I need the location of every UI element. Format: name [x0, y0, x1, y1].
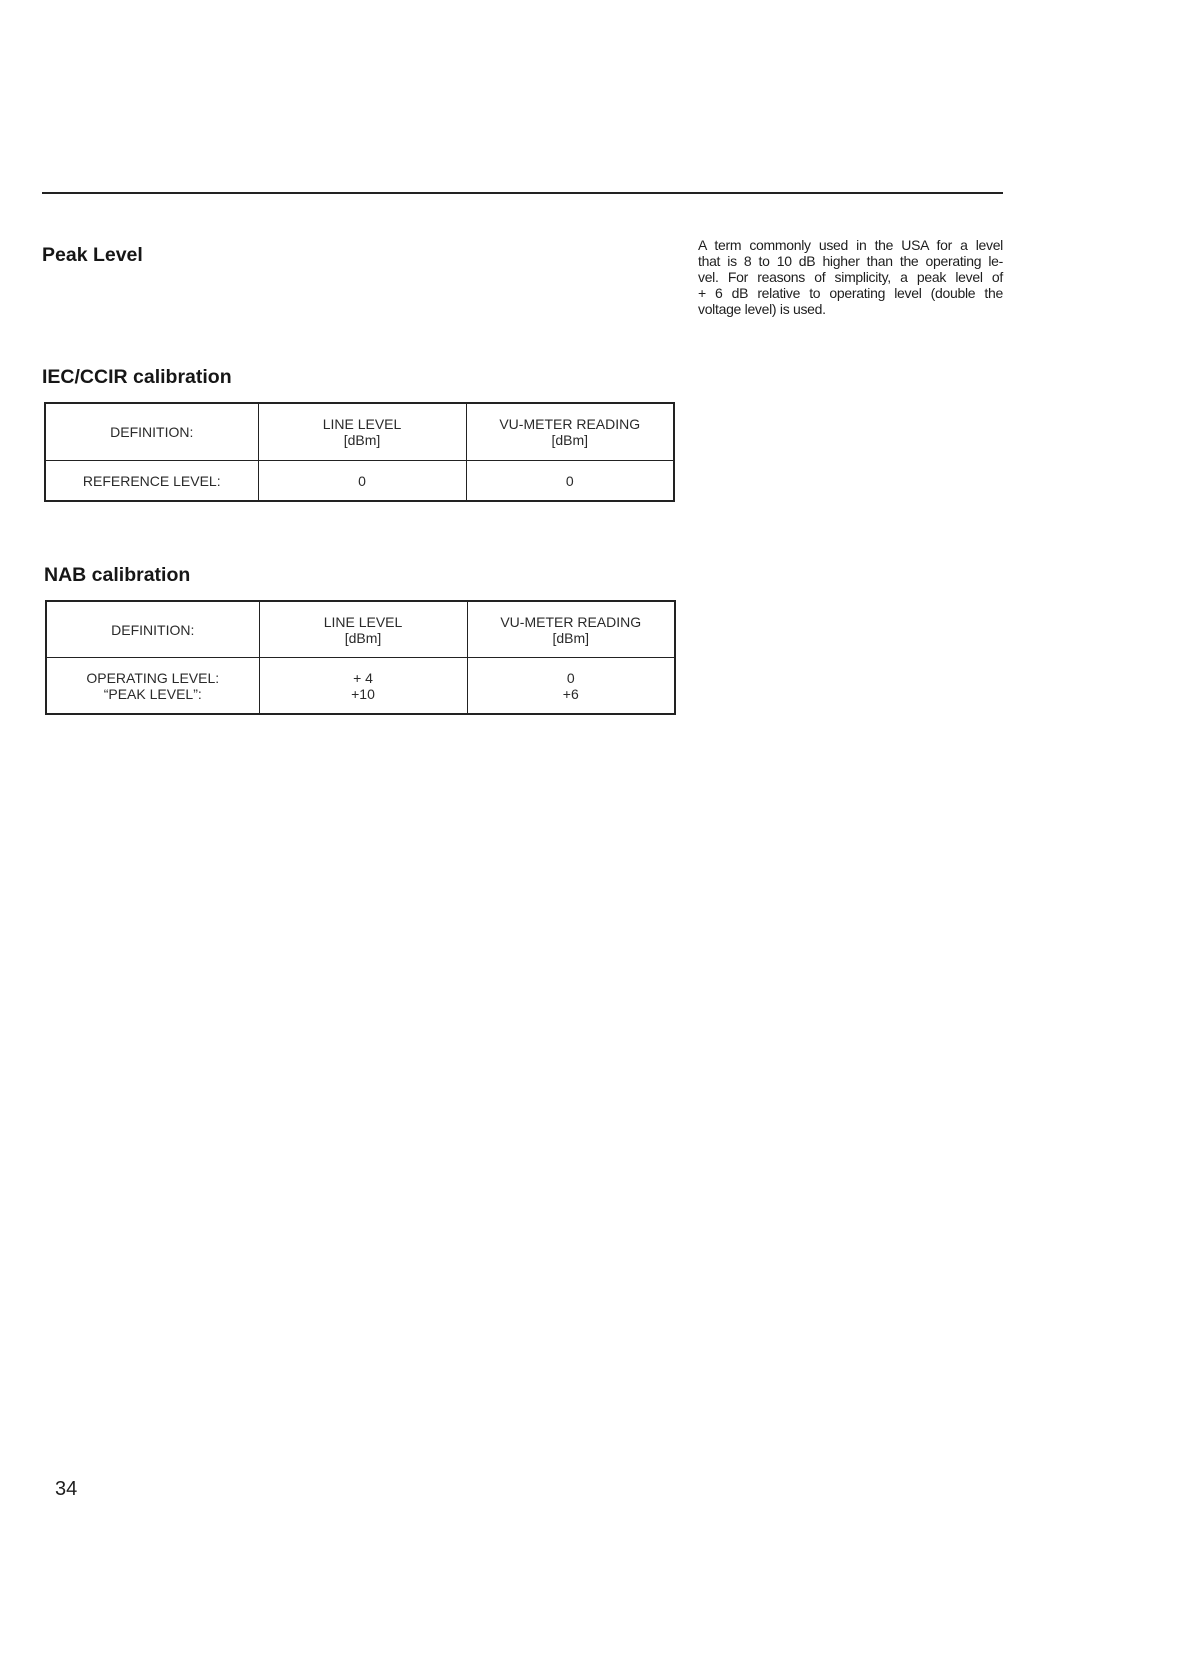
iec-ccir-calibration-table	[44, 402, 675, 502]
vu-meter-cell	[466, 461, 674, 502]
line-level-cell	[258, 461, 466, 502]
line-level-value: +10	[351, 685, 375, 702]
definition-text: OPERATING LEVEL:	[86, 669, 220, 686]
definition-text: “PEAK LEVEL”:	[103, 685, 202, 702]
vu-meter-value: +6	[562, 685, 579, 702]
header-cell-vu-meter-reading	[466, 403, 674, 461]
header-text: LINE LEVEL	[323, 613, 403, 630]
table-row	[45, 461, 674, 502]
description-line: A term commonly used in the USA for a level	[698, 237, 1003, 253]
top-horizontal-rule	[42, 192, 1003, 194]
header-text: VU-METER READING	[500, 613, 642, 630]
header-text: VU-METER READING	[499, 416, 641, 432]
nab-calibration-heading: NAB calibration	[44, 564, 191, 586]
header-cell-line-level	[259, 601, 467, 658]
description-line: that is 8 to 10 dB higher than the operating le-	[698, 253, 1003, 269]
vu-meter-value: 0	[565, 472, 574, 489]
table-header-row	[45, 403, 674, 461]
iec-ccir-calibration-heading: IEC/CCIR calibration	[42, 366, 232, 388]
vu-meter-cell	[467, 658, 675, 715]
definition-text: REFERENCE LEVEL:	[82, 472, 221, 489]
definition-cell	[46, 658, 259, 715]
description-line: + 6 dB relative to operating level (double the	[698, 285, 1003, 301]
table-header-row	[46, 601, 675, 658]
header-text: DEFINITION:	[110, 424, 194, 440]
header-cell-definition	[45, 403, 258, 461]
header-cell-definition	[46, 601, 259, 658]
line-level-value: 0	[358, 472, 366, 489]
page-number: 34	[55, 1478, 78, 1500]
table-row	[46, 658, 675, 715]
line-level-cell	[259, 658, 467, 715]
header-cell-line-level	[258, 403, 466, 461]
nab-calibration-table	[45, 600, 676, 715]
header-unit: [dBm]	[343, 432, 381, 448]
vu-meter-value: 0	[566, 669, 575, 686]
header-unit: [dBm]	[551, 432, 589, 448]
header-unit: [dBm]	[552, 629, 590, 646]
header-text: DEFINITION:	[111, 621, 195, 638]
header-unit: [dBm]	[344, 629, 382, 646]
description-line: voltage level) is used.	[698, 301, 826, 317]
peak-level-description	[698, 237, 1003, 317]
line-level-value: + 4	[353, 669, 373, 686]
description-line: vel. For reasons of simplicity, a peak level of	[698, 269, 1003, 285]
header-text: LINE LEVEL	[322, 416, 402, 432]
definition-cell	[45, 461, 258, 502]
peak-level-heading: Peak Level	[42, 244, 143, 266]
header-cell-vu-meter-reading	[467, 601, 675, 658]
